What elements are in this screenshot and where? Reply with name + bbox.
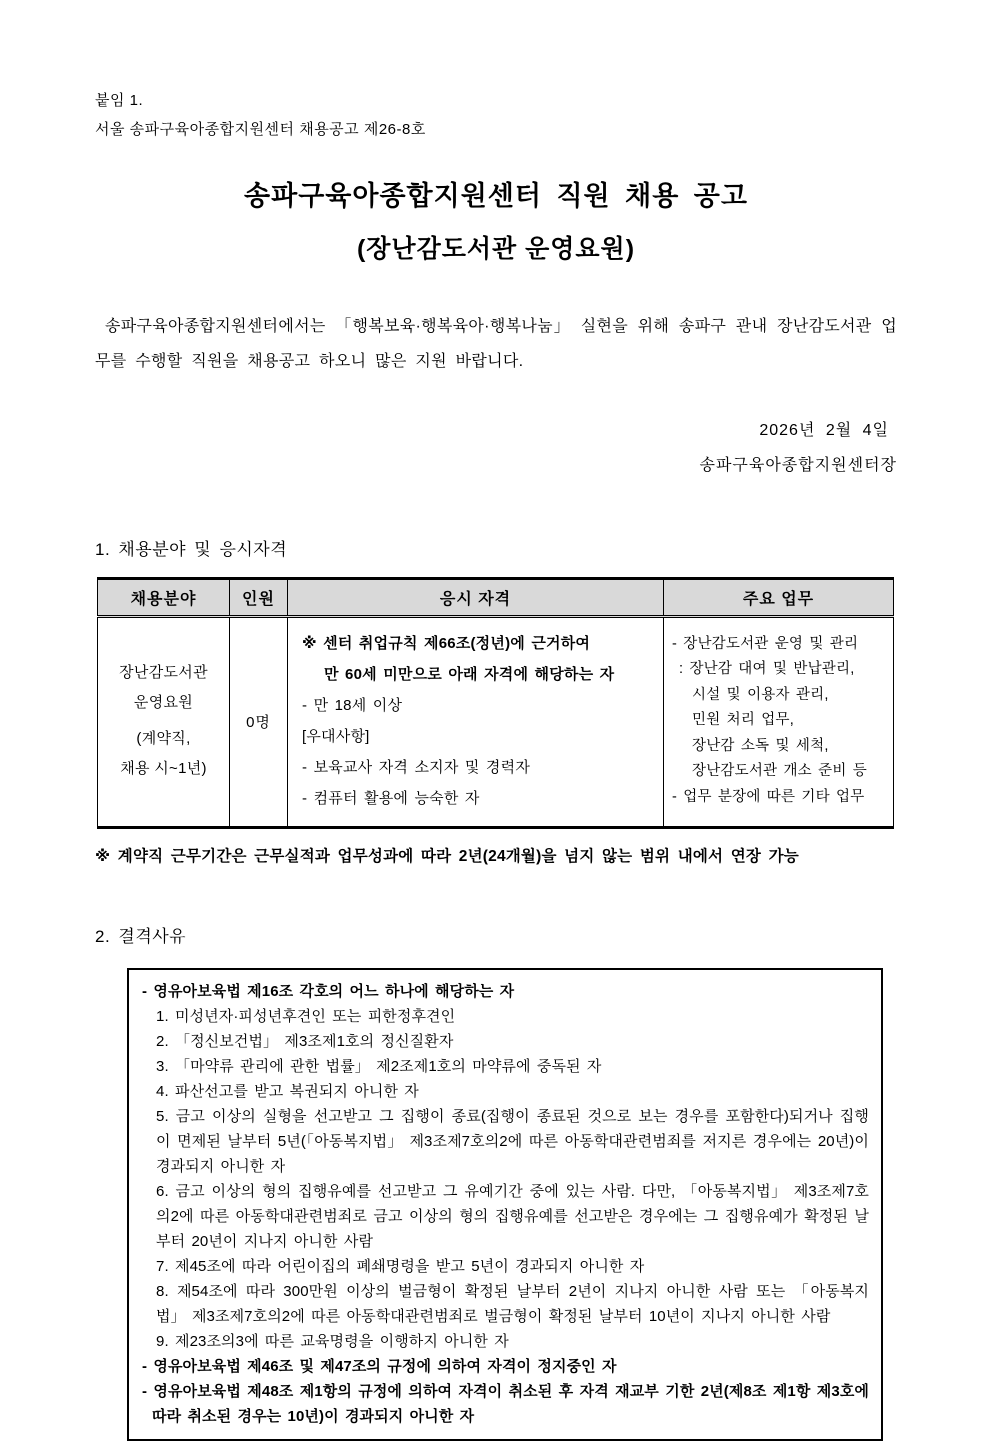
title-line-2: (장난감도서관 운영요원) <box>356 235 636 263</box>
section2-heading: 2. 결격사유 <box>95 927 187 946</box>
title-line-1: 송파구육아종합지원센터 직원 채용 공고 <box>244 181 748 211</box>
qual-line: ※ 센터 취업규칙 제66조(정년)에 근거하여 <box>302 635 591 652</box>
signer: 송파구육아종합지원센터장 <box>699 457 897 474</box>
duty-line: 장난감 소독 및 세척, <box>692 737 829 754</box>
col-header-qualification: 응시 자격 <box>288 579 664 617</box>
attachment-label: 붙임 1. <box>95 92 144 109</box>
disq-item: 1. 미성년자·피성년후견인 또는 피한정후견인 <box>156 1008 456 1025</box>
contract-note: ※ 계약직 근무기간은 근무실적과 업무성과에 따라 2년(24개월)을 넘지 않는 범위 내에서 연장 가능 <box>95 848 799 865</box>
qual-line: [우대사항] <box>302 728 370 745</box>
qual-line: - 컴퓨터 활용에 능숙한 자 <box>302 790 480 807</box>
cell-field <box>98 617 230 828</box>
table-row <box>98 617 894 828</box>
disq-item: 6. 금고 이상의 형의 집행유예를 선고받고 그 유예기간 중에 있는 사람. 다만, 「아동복지법」 제3조제7호의2에 따른 아동학대관련범죄로 금고 이상의 형의 집행유예를 선고받은 경우에는 그 집행유예가 확정된 날부터 20년이 지나지 아니한 사람 <box>156 1183 869 1250</box>
duty-line: 시설 및 이용자 관리, <box>692 686 829 703</box>
duty-line: : 장난감 대여 및 반납관리, <box>679 661 855 678</box>
section1-heading: 1. 채용분야 및 응시자격 <box>95 540 288 559</box>
table-header-row <box>98 579 894 617</box>
field-line: 장난감도서관 <box>119 664 208 681</box>
date-signer-block <box>95 413 897 483</box>
disq-item: - 영유아보육법 제46조 및 제47조의 규정에 의하여 자격이 정지중인 자 <box>142 1358 617 1375</box>
duty-line: - 업무 분장에 따른 기타 업무 <box>672 788 865 805</box>
disq-item: - 영유아보육법 제16조 각호의 어느 하나에 해당하는 자 <box>142 983 515 1000</box>
disq-item: 5. 금고 이상의 실형을 선고받고 그 집행이 종료(집행이 종료된 것으로 보는 경우를 포함한다)되거나 집행이 면제된 날부터 5년(「아동복지법」 제3조제7호의2에 따른 아동학대관련범죄를 저지른 경우에는 20년)이 경과되지 아니한 자 <box>156 1108 869 1175</box>
intro-paragraph: 송파구육아종합지원센터에서는 「행복보육·행복육아·행복나눔」 실현을 위해 송파구 관내 장난감도서관 업무를 수행할 직원을 채용공고 하오니 많은 지원 바랍니다. <box>95 318 897 370</box>
disq-item: 3. 「마약류 관리에 관한 법률」 제2조제1호의 마약류에 중독된 자 <box>156 1058 602 1075</box>
col-header-field: 채용분야 <box>98 579 230 617</box>
cell-qualification <box>288 617 664 828</box>
cell-duties <box>664 617 894 828</box>
disq-item: 7. 제45조에 따라 어린이집의 폐쇄명령을 받고 5년이 경과되지 아니한 자 <box>156 1258 645 1275</box>
disq-item: 9. 제23조의3에 따른 교육명령을 이행하지 아니한 자 <box>156 1333 509 1350</box>
disq-item: 8. 제54조에 따라 300만원 이상의 벌금형이 확정된 날부터 2년이 지나지 아니한 사람 또는 「아동복지법」 제3조제7호의2에 따른 아동학대관련범죄로 벌금형이 확정된 날부터 10년이 지나지 아니한 사람 <box>156 1283 869 1325</box>
qual-line: - 만 18세 이상 <box>302 697 403 714</box>
field-line: 운영요원 <box>133 694 194 711</box>
document-meta <box>95 86 897 144</box>
field-line: (계약직, <box>136 730 191 747</box>
cell-count: 0명 <box>230 617 288 828</box>
announcement-date: 2026년 2월 4일 <box>759 422 889 439</box>
col-header-count: 인원 <box>230 579 288 617</box>
page-title <box>95 174 897 265</box>
field-line: 채용 시~1년) <box>120 760 207 777</box>
recruitment-table <box>97 577 894 829</box>
disqualification-box <box>127 968 883 1441</box>
qual-line: 만 60세 미만으로 아래 자격에 해당하는 자 <box>324 666 615 683</box>
disq-item: - 영유아보육법 제48조 제1항의 규정에 의하여 자격이 취소된 후 자격 재교부 기한 2년(제8조 제1항 제3호에 따라 취소된 경우는 10년)이 경과되지 아니한 자 <box>142 1383 869 1425</box>
duty-line: 장난감도서관 개소 준비 등 <box>692 763 867 780</box>
duty-line: 민원 처리 업무, <box>692 712 794 729</box>
disq-item: 2. 「정신보건법」 제3조제1호의 정신질환자 <box>156 1033 454 1050</box>
qual-line: - 보육교사 자격 소지자 및 경력자 <box>302 759 531 776</box>
disq-item: 4. 파산선고를 받고 복권되지 아니한 자 <box>156 1083 419 1100</box>
duty-line: - 장난감도서관 운영 및 관리 <box>672 635 859 652</box>
col-header-duties: 주요 업무 <box>664 579 894 617</box>
doc-number: 서울 송파구육아종합지원센터 채용공고 제26-8호 <box>95 121 426 138</box>
